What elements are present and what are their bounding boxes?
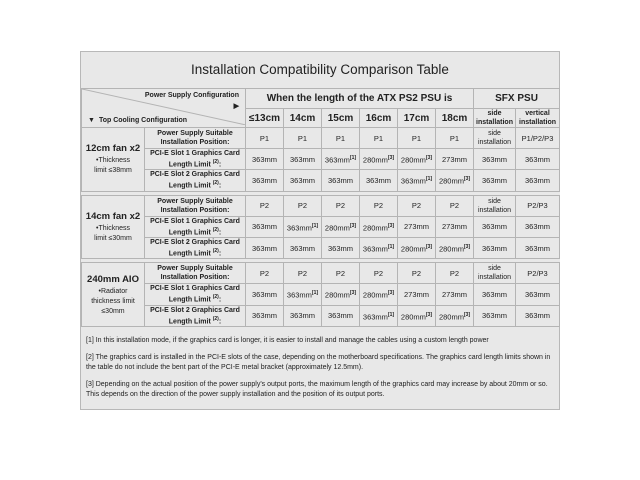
- value-cell: [474, 216, 516, 237]
- value-cell: [360, 263, 398, 284]
- value-cell: [436, 263, 474, 284]
- row-label-slot2-line2: [145, 247, 245, 258]
- length-value: 363mm: [289, 175, 315, 185]
- length-value: 363mm: [251, 311, 277, 321]
- length-value: 363mm: [251, 222, 277, 232]
- position-value: P2: [449, 268, 460, 278]
- cooling-config-limit: •Thickness: [96, 224, 130, 232]
- length-limit-text: Length Limit: [168, 228, 211, 236]
- footnote-ref-2: (2): [212, 315, 219, 322]
- size-header: ≤13cm: [246, 109, 284, 128]
- value-cell: [516, 195, 560, 216]
- colon-text: :: [218, 250, 222, 258]
- length-value: 280mm: [400, 312, 426, 322]
- atx-psu-header: When the length of the ATX PS2 PSU is: [246, 89, 474, 109]
- row-label-cell: [145, 263, 246, 284]
- length-value: 363mm: [362, 312, 388, 322]
- footnote-ref-2: (2): [212, 180, 219, 187]
- value-cell: [516, 128, 560, 149]
- row-label-slot1-line2: [145, 226, 245, 237]
- position-value: side installation: [477, 265, 512, 282]
- value-cell: [516, 216, 560, 237]
- value-cell: [284, 149, 322, 170]
- value-cell: [322, 170, 360, 191]
- footnote-marker: [3]: [463, 176, 471, 183]
- table-row: [82, 128, 560, 149]
- value-cell: [360, 237, 398, 258]
- table-row: [82, 216, 560, 237]
- value-cell: [474, 263, 516, 284]
- row-label-cell: [145, 170, 246, 191]
- value-cell: [284, 237, 322, 258]
- row-label-cell: [145, 149, 246, 170]
- row-label-cell: [145, 216, 246, 237]
- value-cell: [474, 170, 516, 191]
- length-limit-text: Length Limit: [168, 161, 211, 169]
- cooling-config-cell: [82, 263, 145, 327]
- footnote-marker: [3]: [387, 290, 395, 297]
- footnote-marker: [3]: [349, 222, 357, 229]
- length-value: 273mm: [442, 222, 468, 232]
- value-cell: [474, 128, 516, 149]
- footnote-marker: [3]: [425, 243, 433, 250]
- value-cell: [360, 149, 398, 170]
- position-value: P2: [259, 268, 270, 278]
- length-value: 273mm: [403, 289, 429, 299]
- position-value: side installation: [477, 197, 512, 214]
- value-cell: [246, 284, 284, 305]
- value-cell: [322, 195, 360, 216]
- page-title: Installation Compatibility Comparison Table: [81, 52, 559, 89]
- length-value: 363mm: [286, 290, 312, 300]
- value-cell: [398, 195, 436, 216]
- footnote-2: [2] The graphics card is installed in the PCI-E slots of the case, depending on the motherboard specifications. The graphics card length limits shown in the table do not include the bent part of the PCI-E metal bracket (approximately 12.5mm).: [86, 354, 551, 371]
- value-cell: [284, 284, 322, 305]
- footnote-marker: [1]: [387, 311, 395, 318]
- position-value: P2/P3: [527, 268, 548, 278]
- row-label-cell: [145, 195, 246, 216]
- value-cell: [246, 237, 284, 258]
- value-cell: [516, 237, 560, 258]
- cooling-config-limit: thickness limit: [91, 297, 135, 305]
- value-cell: [322, 263, 360, 284]
- length-value: 363mm: [525, 289, 551, 299]
- position-value: P2: [373, 201, 384, 211]
- length-limit-text: Length Limit: [168, 250, 211, 258]
- length-value: 363mm: [482, 311, 508, 321]
- corner-header-cell: [82, 89, 246, 128]
- table-row: [82, 170, 560, 191]
- value-cell: [284, 195, 322, 216]
- sfx-psu-header: SFX PSU: [474, 89, 560, 109]
- row-label-slot2-line2: [145, 315, 245, 326]
- length-value: 280mm: [438, 312, 464, 322]
- value-cell: [398, 216, 436, 237]
- row-label-slot2-line1: PCI-E Slot 2 Graphics Card: [150, 306, 240, 314]
- value-cell: [436, 237, 474, 258]
- cooling-config-name: 240mm AIO: [87, 273, 139, 285]
- value-cell: [360, 216, 398, 237]
- length-value: 363mm: [400, 176, 426, 186]
- row-label-slot1-line1: PCI-E Slot 1 Graphics Card: [150, 285, 240, 293]
- value-cell: [322, 128, 360, 149]
- cooling-config-limit: limit ≤38mm: [94, 167, 132, 175]
- colon-text: :: [218, 161, 222, 169]
- value-cell: [516, 305, 560, 326]
- value-cell: [398, 237, 436, 258]
- length-value: 363mm: [327, 243, 353, 253]
- position-value: P2/P3: [527, 201, 548, 211]
- value-cell: [360, 284, 398, 305]
- length-value: 280mm: [324, 290, 350, 300]
- length-value: 280mm: [438, 244, 464, 254]
- value-cell: [322, 305, 360, 326]
- footnote-3: [3] Depending on the actual position of the power supply's output ports, the maximum length of the graphics card may increase by about 20mm or so. This depends on the direction of the power supply installation and the position of its output ports.: [86, 381, 548, 398]
- row-label-position: Power Supply Suitable Installation Position:: [157, 265, 233, 282]
- colon-text: :: [218, 296, 222, 304]
- size-header: 16cm: [360, 109, 398, 128]
- length-value: 363mm: [525, 222, 551, 232]
- table-row: [82, 305, 560, 326]
- length-value: 280mm: [362, 155, 388, 165]
- footnote-marker: [3]: [425, 311, 433, 318]
- value-cell: [398, 305, 436, 326]
- length-value: 273mm: [403, 222, 429, 232]
- footnote-ref-2: (2): [212, 159, 219, 165]
- value-cell: [284, 128, 322, 149]
- row-label-slot2-line1: PCI-E Slot 2 Graphics Card: [150, 238, 240, 246]
- length-value: 363mm: [289, 154, 315, 164]
- cooling-config-name: 14cm fan x2: [85, 210, 141, 222]
- value-cell: [474, 195, 516, 216]
- position-value: P1: [297, 133, 308, 143]
- value-cell: [284, 263, 322, 284]
- length-value: 280mm: [324, 223, 350, 233]
- length-value: 363mm: [327, 311, 353, 321]
- value-cell: [436, 216, 474, 237]
- length-value: 363mm: [365, 175, 391, 185]
- value-cell: [284, 305, 322, 326]
- footnote-marker: [3]: [463, 243, 471, 250]
- cooling-config-name: 12cm fan x2: [85, 143, 141, 155]
- position-value: side installation: [477, 130, 512, 146]
- value-cell: [360, 170, 398, 191]
- length-value: 273mm: [442, 289, 468, 299]
- row-label-slot1-line2: [145, 158, 245, 169]
- length-value: 363mm: [482, 289, 508, 299]
- value-cell: [246, 263, 284, 284]
- cooling-config-limit: •Thickness: [96, 157, 130, 165]
- footnote-ref-2: (2): [212, 294, 219, 301]
- length-value: 363mm: [251, 175, 277, 185]
- footnote-marker: [3]: [425, 154, 433, 161]
- value-cell: [398, 170, 436, 191]
- length-value: 280mm: [362, 223, 388, 233]
- value-cell: [322, 216, 360, 237]
- value-cell: [474, 237, 516, 258]
- footnote-ref-2: (2): [212, 226, 219, 233]
- value-cell: [474, 284, 516, 305]
- value-cell: [322, 237, 360, 258]
- sfx-vertical-installation-header: vertical installation: [516, 109, 560, 128]
- footnote-ref-2: (2): [212, 247, 219, 254]
- position-value: P2: [335, 268, 346, 278]
- value-cell: [436, 195, 474, 216]
- value-cell: [436, 128, 474, 149]
- value-cell: [398, 128, 436, 149]
- value-cell: [436, 284, 474, 305]
- value-cell: [474, 305, 516, 326]
- length-value: 363mm: [482, 175, 508, 185]
- row-label-slot2-line1: PCI-E Slot 2 Graphics Card: [150, 171, 240, 179]
- length-value: 363mm: [251, 243, 277, 253]
- position-value: P2: [297, 201, 308, 211]
- value-cell: [246, 170, 284, 191]
- power-supply-configuration-label: Power Supply Configuration: [144, 92, 239, 99]
- length-value: 363mm: [289, 311, 315, 321]
- length-limit-text: Length Limit: [168, 317, 211, 325]
- length-value: 363mm: [327, 175, 353, 185]
- value-cell: [516, 149, 560, 170]
- footnote-marker: [1]: [425, 176, 433, 183]
- value-cell: [436, 170, 474, 191]
- value-cell: [360, 195, 398, 216]
- row-label-position: Power Supply Suitable Installation Position:: [157, 130, 233, 146]
- arrow-right-icon: ▶: [233, 103, 239, 110]
- length-value: 363mm: [525, 311, 551, 321]
- value-cell: [398, 263, 436, 284]
- length-limit-text: Length Limit: [168, 182, 211, 190]
- footnote-marker: [1]: [311, 222, 319, 229]
- length-value: 363mm: [525, 154, 551, 164]
- table-row: [82, 237, 560, 258]
- position-value: P1: [373, 133, 384, 143]
- length-limit-text: Length Limit: [168, 296, 211, 304]
- length-value: 363mm: [251, 154, 277, 164]
- position-value: P1: [411, 133, 422, 143]
- length-value: 280mm: [400, 244, 426, 254]
- value-cell: [398, 149, 436, 170]
- row-label-slot1-line1: PCI-E Slot 1 Graphics Card: [150, 150, 240, 157]
- row-label-cell: [145, 237, 246, 258]
- value-cell: [246, 149, 284, 170]
- table-row: [82, 195, 560, 216]
- position-value: P2: [411, 201, 422, 211]
- value-cell: [398, 284, 436, 305]
- colon-text: :: [218, 228, 222, 236]
- cooling-config-limit: •Radiator: [98, 287, 128, 295]
- footnote-marker: [3]: [387, 154, 395, 161]
- top-cooling-text: Top Cooling Configuration: [98, 117, 188, 124]
- length-value: 363mm: [362, 244, 388, 254]
- compatibility-sheet: [80, 51, 560, 410]
- cooling-config-cell: [82, 128, 145, 192]
- length-value: 363mm: [324, 155, 350, 165]
- colon-text: :: [218, 182, 222, 190]
- arrow-down-icon: ▼: [88, 117, 95, 124]
- length-value: 363mm: [525, 243, 551, 253]
- value-cell: [322, 284, 360, 305]
- cooling-config-limit: limit ≤30mm: [94, 234, 132, 242]
- footnote-marker: [3]: [349, 290, 357, 297]
- footnotes: [86, 336, 554, 407]
- sfx-side-installation-header: side installation: [474, 109, 516, 128]
- value-cell: [246, 305, 284, 326]
- value-cell: [360, 305, 398, 326]
- length-value: 280mm: [362, 290, 388, 300]
- footnote-marker: [3]: [387, 222, 395, 229]
- position-value: P2: [373, 268, 384, 278]
- length-value: 363mm: [525, 175, 551, 185]
- row-label-cell: [145, 128, 246, 149]
- value-cell: [516, 263, 560, 284]
- value-cell: [284, 170, 322, 191]
- row-label-cell: [145, 284, 246, 305]
- length-value: 363mm: [289, 243, 315, 253]
- size-header: 18cm: [436, 109, 474, 128]
- value-cell: [360, 128, 398, 149]
- table-row: [82, 263, 560, 284]
- size-header: 15cm: [322, 109, 360, 128]
- length-value: 363mm: [482, 243, 508, 253]
- value-cell: [516, 170, 560, 191]
- position-value: P1: [335, 133, 346, 143]
- colon-text: :: [218, 317, 222, 325]
- position-value: P2: [297, 268, 308, 278]
- position-value: P2: [411, 268, 422, 278]
- value-cell: [436, 305, 474, 326]
- footnote-marker: [1]: [387, 243, 395, 250]
- position-value: P2: [449, 201, 460, 211]
- value-cell: [284, 216, 322, 237]
- position-value: P1: [449, 133, 460, 143]
- length-value: 363mm: [251, 289, 277, 299]
- cooling-config-cell: [82, 195, 145, 259]
- value-cell: [436, 149, 474, 170]
- row-label-slot2-line2: [145, 179, 245, 190]
- position-value: P1: [259, 133, 270, 143]
- table-row: [82, 284, 560, 305]
- footnote-marker: [1]: [311, 290, 319, 297]
- compatibility-table: [81, 88, 560, 327]
- footnote-1: [1] In this installation mode, if the graphics card is longer, it is easier to install and manage the cables using a custom length power: [86, 337, 489, 344]
- table-row: [82, 149, 560, 170]
- row-label-slot1-line1: PCI-E Slot 1 Graphics Card: [150, 217, 240, 225]
- footnote-marker: [3]: [463, 311, 471, 318]
- position-value: P1/P2/P3: [521, 133, 554, 143]
- position-value: P2: [335, 201, 346, 211]
- cooling-config-limit: ≤30mm: [101, 307, 125, 315]
- length-value: 363mm: [286, 223, 312, 233]
- row-label-position: Power Supply Suitable Installation Position:: [157, 197, 233, 214]
- length-value: 280mm: [400, 155, 426, 165]
- value-cell: [246, 195, 284, 216]
- footnote-marker: [1]: [349, 154, 357, 161]
- length-value: 280mm: [438, 176, 464, 186]
- value-cell: [246, 128, 284, 149]
- value-cell: [474, 149, 516, 170]
- value-cell: [246, 216, 284, 237]
- size-header: 17cm: [398, 109, 436, 128]
- length-value: 363mm: [482, 222, 508, 232]
- position-value: P2: [259, 201, 270, 211]
- value-cell: [322, 149, 360, 170]
- row-label-slot1-line2: [145, 293, 245, 304]
- top-cooling-configuration-label: [88, 117, 187, 124]
- size-header: 14cm: [284, 109, 322, 128]
- length-value: 273mm: [442, 154, 468, 164]
- row-label-cell: [145, 305, 246, 326]
- length-value: 363mm: [482, 154, 508, 164]
- value-cell: [516, 284, 560, 305]
